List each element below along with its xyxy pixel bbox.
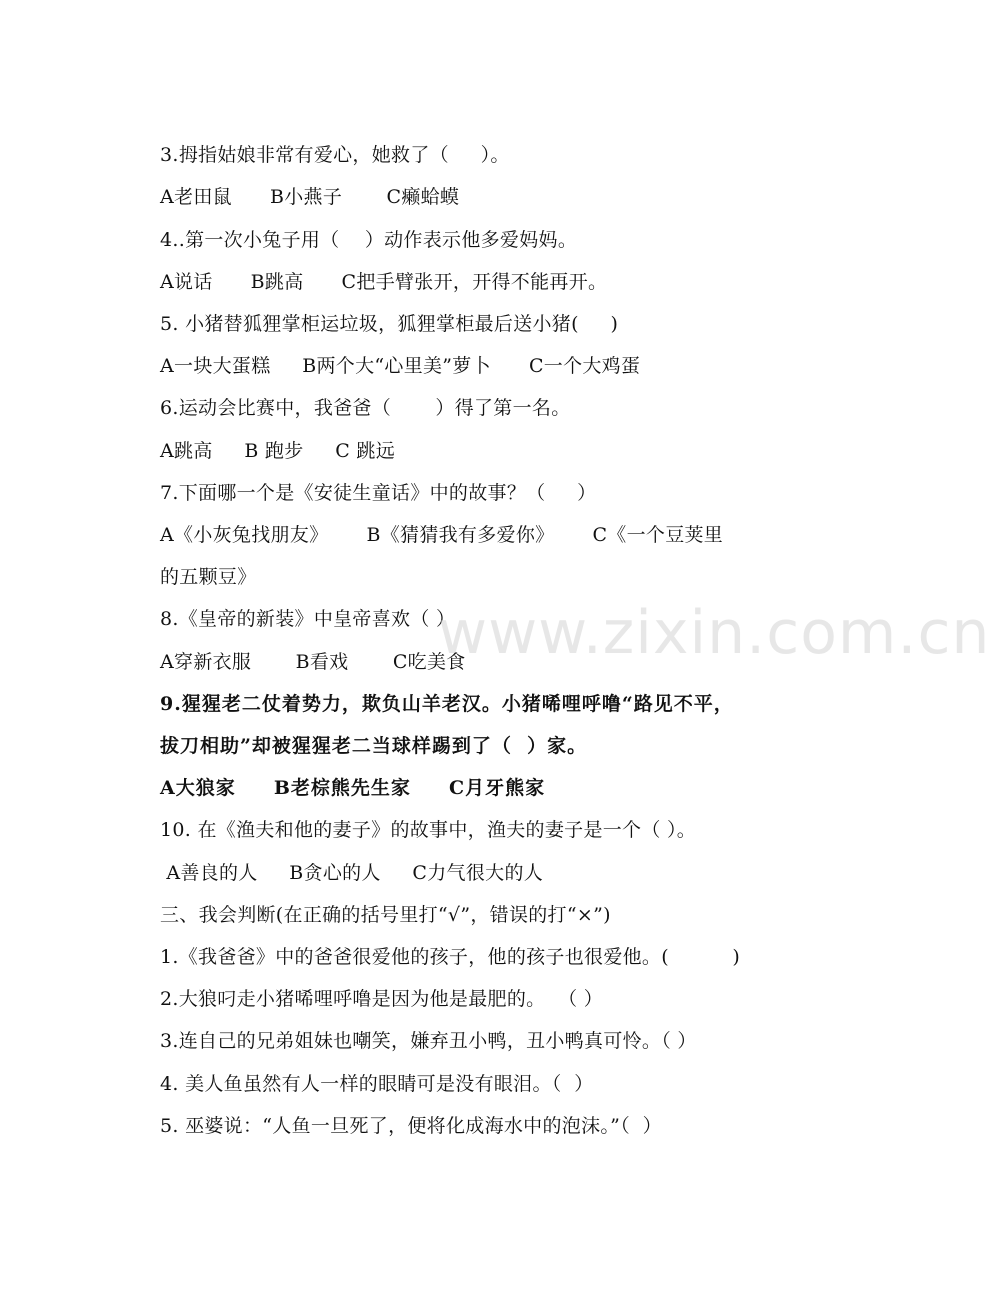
question-6-options: A跳高 B 跑步 C 跳远 <box>160 440 395 462</box>
section-title-judgment: 三、我会判断(在正确的括号里打“√”，错误的打“×”) <box>160 904 611 926</box>
watermark: www.zixin.com.cn <box>438 598 990 668</box>
judgment-4: 4. 美人鱼虽然有人一样的眼睛可是没有眼泪。（ ） <box>160 1073 594 1095</box>
question-8: 8.《皇帝的新装》中皇帝喜欢（ ） <box>160 608 456 630</box>
question-4: 4..第一次小兔子用（ ）动作表示他多爱妈妈。 <box>160 229 578 251</box>
question-10-options: A善良的人 B贪心的人 C力气很大的人 <box>160 862 544 884</box>
judgment-3: 3.连自己的兄弟姐妹也嘲笑，嫌弃丑小鸭，丑小鸭真可怜。（ ） <box>160 1030 697 1052</box>
question-4-options: A说话 B跳高 C把手臂张开，开得不能再开。 <box>160 271 608 293</box>
judgment-1: 1.《我爸爸》中的爸爸很爱他的孩子，他的孩子也很爱他。( ) <box>160 946 741 968</box>
question-8-options: A穿新衣服 B看戏 C吃美食 <box>160 651 466 673</box>
question-7-options-continued: 的五颗豆》 <box>160 566 257 588</box>
question-10: 10. 在《渔夫和他的妻子》的故事中，渔夫的妻子是一个（ ）。 <box>160 819 697 841</box>
judgment-5: 5. 巫婆说：“人鱼一旦死了，便将化成海水中的泡沫。”（ ） <box>160 1115 662 1137</box>
judgment-2: 2.大狼叼走小猪唏哩呼噜是因为他是最肥的。 （ ） <box>160 988 604 1010</box>
question-6: 6.运动会比赛中，我爸爸（ ）得了第一名。 <box>160 397 571 419</box>
question-9-options: A大狼家 B老棕熊先生家 C月牙熊家 <box>160 777 546 799</box>
question-3: 3.拇指姑娘非常有爱心，她救了（ ）。 <box>160 144 510 166</box>
question-7-options: A《小灰兔找朋友》 B《猜猜我有多爱你》 C《一个豆荚里 <box>160 524 724 546</box>
question-9: 9.猩猩老二仗着势力，欺负山羊老汉。小猪唏哩呼噜“路见不平， <box>160 693 734 715</box>
question-5-options: A一块大蛋糕 B两个大“心里美”萝卜 C一个大鸡蛋 <box>160 355 641 377</box>
question-9-continued: 拔刀相助”却被猩猩老二当球样踢到了（ ）家。 <box>160 735 588 757</box>
question-5: 5. 小猪替狐狸掌柜运垃圾，狐狸掌柜最后送小猪( ) <box>160 313 619 335</box>
question-3-options: A老田鼠 B小燕子 C癞蛤蟆 <box>160 186 460 208</box>
question-7: 7.下面哪一个是《安徒生童话》中的故事？（ ） <box>160 482 597 504</box>
